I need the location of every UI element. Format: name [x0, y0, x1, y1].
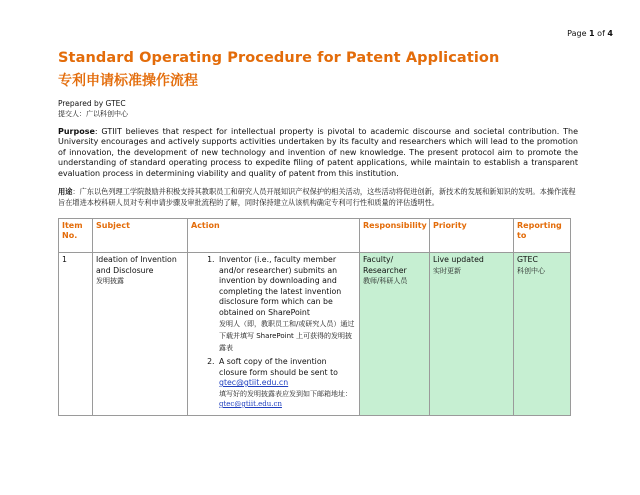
header-item-no: Item No. [59, 219, 93, 253]
header-subject: Subject [93, 219, 188, 253]
subject-en: Ideation of Invention and Disclosure [96, 255, 177, 275]
header-responsibility: Responsibility [360, 219, 430, 253]
priority-en: Live updated [433, 255, 484, 264]
cell-reporting [514, 253, 571, 416]
priority-zh: 实时更新 [433, 266, 461, 275]
purpose-label: Purpose [58, 127, 95, 136]
responsibility-en: Faculty/ Researcher [363, 255, 407, 275]
table-row [59, 253, 571, 416]
table-header-row [59, 219, 571, 253]
prepared-by-zh: 提交人：广以科创中心 [58, 110, 128, 118]
gtec-email-link[interactable]: gtec@gtiit.edu.cn [219, 378, 289, 387]
sop-table [58, 218, 571, 416]
cell-item-no: 1 [59, 253, 93, 416]
cell-responsibility [360, 253, 430, 416]
document-title-zh: 专利申请标准操作流程 [58, 73, 198, 89]
cell-subject [93, 253, 188, 416]
reporting-en: GTEC [517, 255, 538, 264]
step1-en: Inventor (i.e., faculty member and/or researcher) submits an invention by downloading and completing the latest invention disclosure form which can be obtained on SharePoint [219, 255, 342, 317]
gtec-email-link-zh[interactable]: gtec@gtiit.edu.cn [219, 400, 282, 408]
header-reporting: Reporting to [514, 219, 571, 253]
subject-zh: 发明披露 [96, 277, 124, 285]
step2-zh: 填写好的发明披露表应发到如下邮箱地址：gtec@gtiit.edu.cn [219, 389, 352, 408]
prepared-by-en: Prepared by GTEC [58, 99, 126, 108]
step1-zh: 发明人（即，教职员工和/或研究人员）通过下载并填写 SharePoint 上可获得的发明披露表 [219, 320, 355, 352]
usage-paragraph [58, 186, 578, 208]
step2-en: A soft copy of the invention closure form should be sent to [219, 357, 338, 377]
document-title-en: Standard Operating Procedure for Patent Application [58, 50, 500, 66]
header-priority: Priority [430, 219, 514, 253]
purpose-paragraph [58, 127, 578, 179]
purpose-text: : GTIIT believes that respect for intellectual property is pivotal to academic discourse and societal contribution. The University encourages and actively supports activities undertaken by its faculty and researchers which will lead to the promotion of innovation, the development of new technology and invention of new knowledge. The present protocol aim to promote the understanding of standard operating process to expedite filing of patent applications, while maintain to establish a transparent evaluation process in determining viability and quality of patent from this institution. [58, 127, 578, 178]
action-step-2 [217, 357, 356, 410]
header-action: Action [188, 219, 360, 253]
cell-action [188, 253, 360, 416]
action-step-1 [217, 255, 356, 354]
cell-priority [430, 253, 514, 416]
usage-text: ：广东以色列理工学院鼓励并积极支持其教职员工和研究人员开展知识产权保护的相关活动，这些活动将促进创新，新技术的发展和新知识的发明。本操作流程旨在增进本校科研人员对专利申请步骤及审批流程的了解，同时保持建立从该机构确定专利可行性和质量的评估透明性。 [58, 187, 576, 207]
reporting-zh: 科创中心 [517, 266, 545, 275]
page-number: Page 1 of 4 [567, 29, 613, 38]
usage-label: 用途 [58, 187, 73, 196]
prepared-by [58, 99, 128, 119]
responsibility-zh: 教师/科研人员 [363, 277, 408, 285]
action-steps-list [191, 255, 356, 410]
